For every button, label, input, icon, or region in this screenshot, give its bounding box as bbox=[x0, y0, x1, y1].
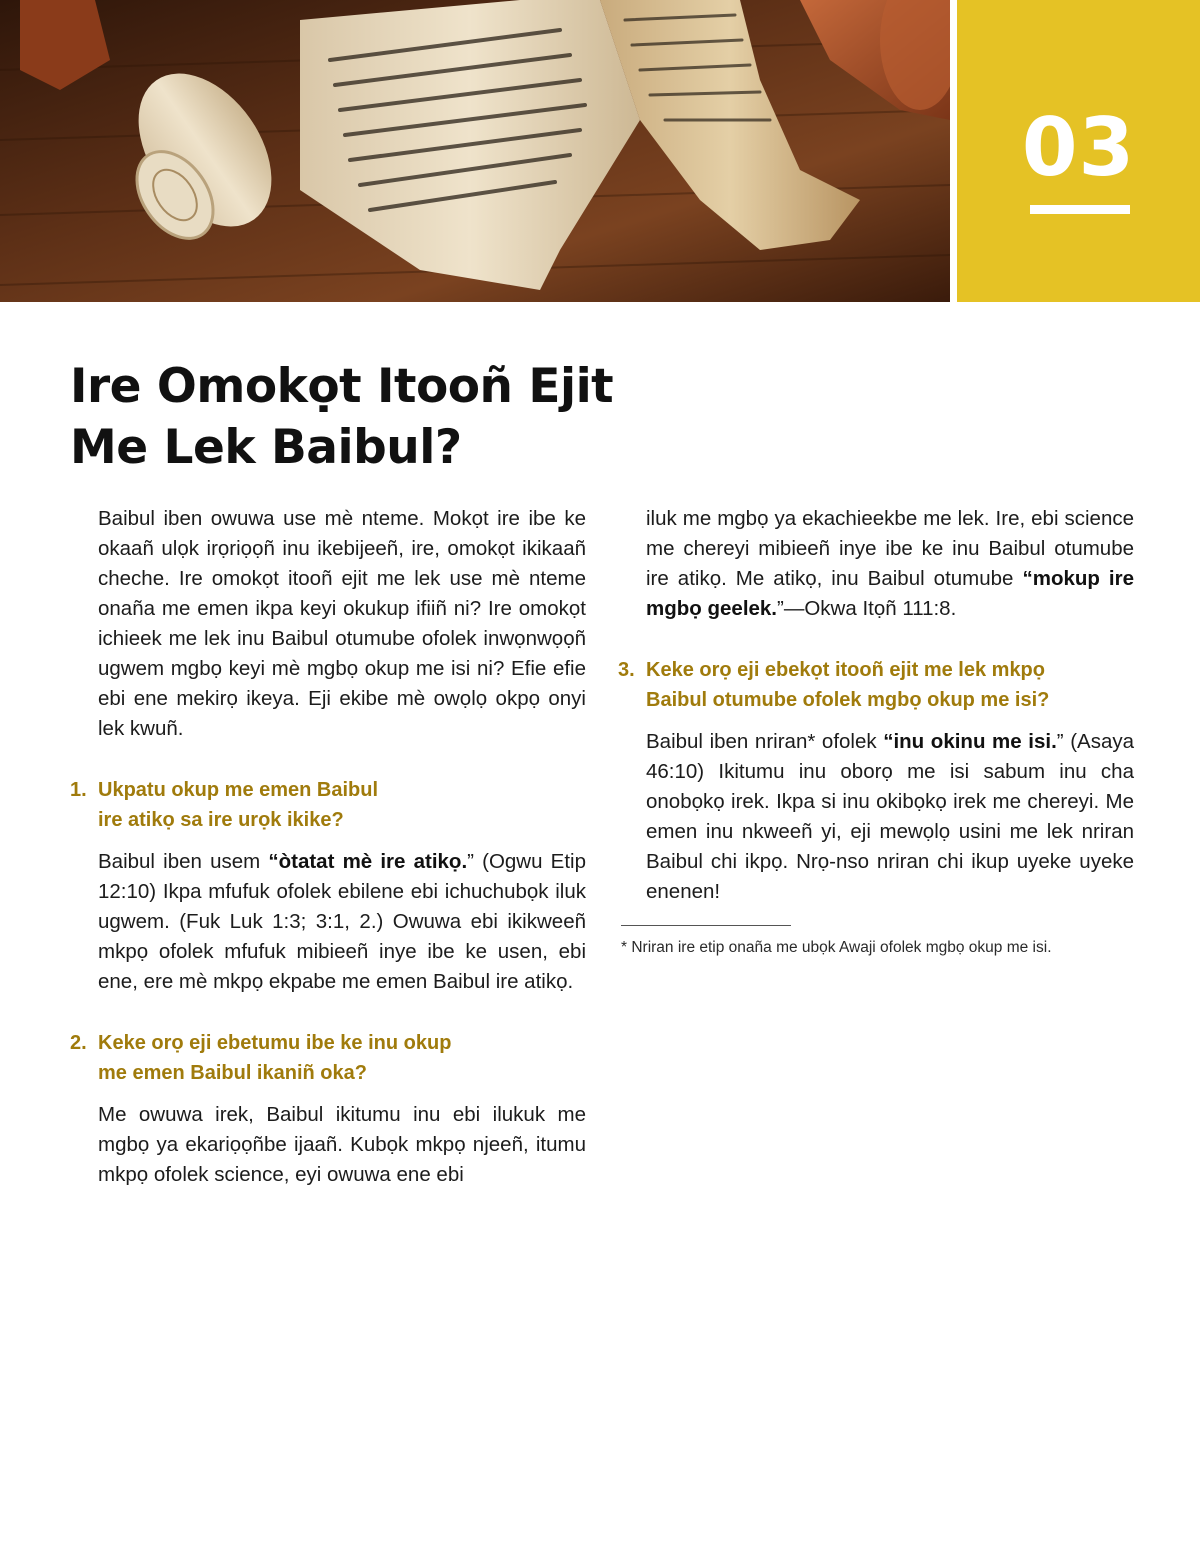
question-1-answer: Baibul iben usem “òtatat mè ire atikọ.” (Ogwu Etip 12:10) Ikpa mfufuk ofolek ebilene ebi ichuchubọk iluk ugwem. (Fuk Luk 1:3; 3:1, 2.) Owuwa ebi ikikweeñ mkpọ ofolek mfufuk mibieeñ inye ibe ke usen, ebi ene, ere mè mkpọ ekpabe me emen Baibul ire atikọ. bbox=[98, 850, 586, 993]
left-column bbox=[70, 504, 586, 1190]
page-title-line-2: Me Lek Baibul? bbox=[70, 420, 462, 475]
lesson-badge bbox=[957, 0, 1200, 302]
hero-image bbox=[0, 0, 950, 302]
question-2-heading: 2. Keke orọ eji ebetumu ibe ke inu okup me emen Baibul ikaniñ oka? bbox=[98, 1028, 586, 1088]
question-2-answer-part-2: iluk me mgbọ ya ekachieekbe me lek. Ire, ebi science me chereyi mibieeñ inye ibe ke inu Baibul otumube ire atikọ. Me atikọ, inu Baibul otumube “mokup ire mgbọ geelek.”—Okwa Itọñ 111:8. bbox=[646, 507, 1135, 620]
question-3-number: 3. bbox=[618, 659, 635, 681]
question-2-answer-part-1: Me owuwa irek, Baibul ikitumu inu ebi ilukuk me mgbọ ya ekariọọñbe ijaañ. Kubọk mkpọ njeeñ, itumu mkpọ ofolek science, eyi owuwa ene ebi bbox=[98, 1103, 586, 1186]
question-1-heading: 1. Ukpatu okup me emen Baibul ire atikọ sa ire urọk ikike? bbox=[98, 775, 586, 835]
intro-paragraph: Baibul iben owuwa use mè nteme. Mokọt ire ibe ke okaañ ulọk irọriọọñ inu ikebijeeñ, ire, omokọt ikikaañ cheche. Ire omokọt itooñ ejit me lek use mè nteme onaña me emen ikpa keyi okukup ifiiñ ni? Ire omokọt ichieek me lek inu Baibul otumube ofolek inwọnwọọñ ugwem mgbọ keyi mè mgbọ okup me isi ni? Efie efie ebi ene mekirọ ikeya. Eji ekibe mè owọlọ okpọ onyi lek kwuñ. bbox=[98, 507, 586, 740]
question-3-answer: Baibul iben nriran* ofolek “inu okinu me isi.” (Asaya 46:10) Ikitumu inu oborọ me isi sabum inu cha onobọkọ irek. Ikpa si inu okibọkọ irek me chereyi. Me emen inu nkweeñ yi, eji mewọlọ usini me lek nriran Baibul chi ikpọ. Nrọ-nso nriran chi ikup uyeke uyeke enenen! bbox=[646, 730, 1135, 903]
question-1-number: 1. bbox=[70, 779, 87, 801]
page-title bbox=[70, 356, 670, 478]
question-1-quote: “òtatat mè ire atikọ. bbox=[268, 850, 468, 873]
question-2-quote: “mokup ire mgbọ geelek. bbox=[646, 567, 1135, 620]
lesson-number-underline bbox=[1030, 205, 1130, 214]
footnote: * Nriran ire etip onaña me ubọk Awaji ofolek mgbọ okup me isi. bbox=[621, 939, 1052, 956]
question-3-quote: “inu okinu me isi. bbox=[883, 730, 1057, 753]
scrolls-illustration bbox=[0, 0, 950, 302]
footnote-divider bbox=[621, 925, 791, 926]
right-column bbox=[618, 504, 1135, 907]
question-3-heading: 3. Keke orọ eji ebekọt itooñ ejit me lek mkpọ Baibul otumube ofolek mgbọ okup me isi? bbox=[646, 655, 1134, 715]
lesson-number: 03 bbox=[1021, 101, 1136, 194]
question-2-number: 2. bbox=[70, 1032, 87, 1054]
page-title-line-1: Ire Omokọt Itooñ Ejit bbox=[70, 359, 614, 414]
